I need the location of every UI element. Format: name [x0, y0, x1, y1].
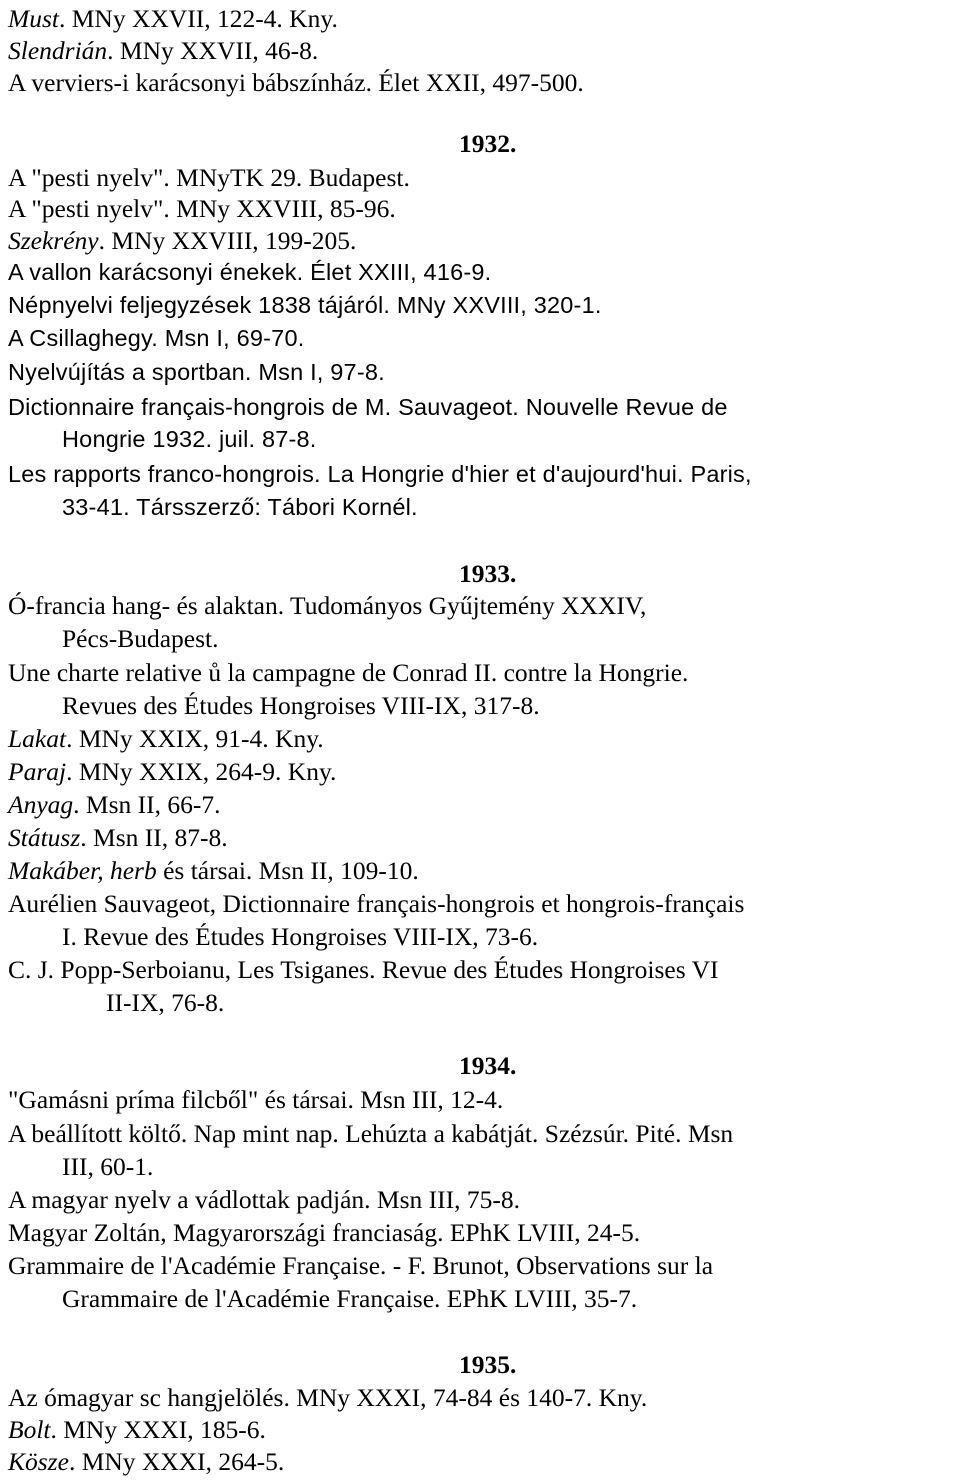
entry-aurelien-cont: I. Revue des Études Hongroises VIII-IX, 73-6.	[62, 922, 539, 951]
entry-text: . MNy XXVII, 122-4. Kny.	[59, 4, 338, 33]
entry-paraj	[8, 755, 336, 788]
entry-verviers: A verviers-i karácsonyi bábszínház. Élet XXII, 497-500.	[8, 68, 584, 97]
entry-makaber	[8, 854, 419, 887]
entry-lakat	[8, 722, 324, 755]
entry-beallitott-cont: III, 60-1.	[62, 1152, 154, 1181]
entry-magyar-nyelv: A magyar nyelv a vádlottak padján. Msn III, 75-8.	[8, 1185, 520, 1214]
entry-kosze	[8, 1445, 284, 1478]
entry-text: . Msn II, 66-7.	[73, 790, 221, 819]
entry-omagyar: Az ómagyar sc hangjelölés. MNy XXXI, 74-84 és 140-7. Kny.	[8, 1383, 648, 1412]
entry-popp-cont: II-IX, 76-8.	[106, 988, 225, 1017]
entry-text: . MNy XXXI, 264-5.	[68, 1447, 285, 1476]
year-heading-1932: 1932.	[459, 129, 517, 158]
entry-statusz	[8, 821, 228, 854]
year-heading-1935: 1935.	[459, 1350, 517, 1379]
entry-text: . MNy XXVII, 46-8.	[107, 36, 319, 65]
entry-text: . MNy XXIX, 264-9. Kny.	[66, 757, 337, 786]
entry-gamasni: "Gamásni príma filcből" és társai. Msn III, 12-4.	[8, 1085, 504, 1114]
entry-o-francia: Ó-francia hang- és alaktan. Tudományos Gyűjtemény XXXIV,	[8, 591, 647, 620]
entry-slendrian	[8, 34, 318, 67]
entry-title: Státusz	[8, 823, 81, 852]
entry-title: Kösze	[8, 1447, 69, 1476]
entry-text: . MNy XXVIII, 199-205.	[98, 226, 357, 255]
entry-grammaire: Grammaire de l'Académie Française. - F. Brunot, Observations sur la	[8, 1251, 714, 1280]
entry-pesti-nyelv-1: A "pesti nyelv". MNyTK 29. Budapest.	[8, 163, 410, 192]
entry-vallon: A vallon karácsonyi énekek. Élet XXIII, 416-9.	[8, 259, 492, 285]
entry-rapports: Les rapports franco-hongrois. La Hongrie d'hier et d'aujourd'hui. Paris,	[8, 461, 752, 487]
entry-title: Slendrián	[8, 36, 108, 65]
entry-anyag	[8, 788, 220, 821]
year-heading-1934: 1934.	[459, 1051, 517, 1080]
entry-text: . MNy XXXI, 185-6.	[50, 1415, 266, 1444]
entry-text: . Msn II, 87-8.	[80, 823, 228, 852]
entry-title: Makáber, herb	[8, 856, 157, 885]
entry-title: Bolt	[8, 1415, 51, 1444]
entry-charte-cont: Revues des Études Hongroises VIII-IX, 317-8.	[62, 691, 540, 720]
entry-o-francia-cont: Pécs-Budapest.	[62, 624, 219, 653]
entry-bolt	[8, 1413, 266, 1446]
entry-text: . MNy XXIX, 91-4. Kny.	[66, 724, 324, 753]
entry-dictionnaire-cont: Hongrie 1932. juil. 87-8.	[62, 426, 317, 452]
entry-text: és társai. Msn II, 109-10.	[156, 856, 419, 885]
entry-nepnyelvi: Népnyelvi feljegyzések 1838 tájáról. MNy XXVIII, 320-1.	[8, 292, 602, 318]
entry-magyar-zoltan: Magyar Zoltán, Magyarországi franciaság. EPhK LVIII, 24-5.	[8, 1218, 641, 1247]
entry-title: Szekrény	[8, 226, 99, 255]
entry-popp: C. J. Popp-Serboianu, Les Tsiganes. Revue des Études Hongroises VI	[8, 955, 719, 984]
entry-szekreny	[8, 224, 356, 257]
entry-grammaire-cont: Grammaire de l'Académie Française. EPhK LVIII, 35-7.	[62, 1284, 638, 1313]
entry-must	[8, 2, 338, 35]
entry-title: Must	[8, 4, 59, 33]
entry-beallitott: A beállított költő. Nap mint nap. Lehúzta a kabátját. Szézsúr. Pité. Msn	[8, 1119, 734, 1148]
entry-title: Anyag	[8, 790, 74, 819]
entry-charte: Une charte relative ů la campagne de Conrad II. contre la Hongrie.	[8, 658, 689, 687]
entry-title: Lakat	[8, 724, 67, 753]
entry-rapports-cont: 33-41. Társszerző: Tábori Kornél.	[62, 494, 418, 520]
entry-aurelien: Aurélien Sauvageot, Dictionnaire français-hongrois et hongrois-français	[8, 889, 745, 918]
entry-title: Paraj	[8, 757, 67, 786]
entry-csillaghegy: A Csillaghegy. Msn I, 69-70.	[8, 325, 305, 351]
entry-nyelvujitas: Nyelvújítás a sportban. Msn I, 97-8.	[8, 359, 385, 385]
entry-dictionnaire: Dictionnaire français-hongrois de M. Sauvageot. Nouvelle Revue de	[8, 394, 728, 420]
year-heading-1933: 1933.	[459, 559, 517, 588]
entry-pesti-nyelv-2: A "pesti nyelv". MNy XXVIII, 85-96.	[8, 194, 396, 223]
